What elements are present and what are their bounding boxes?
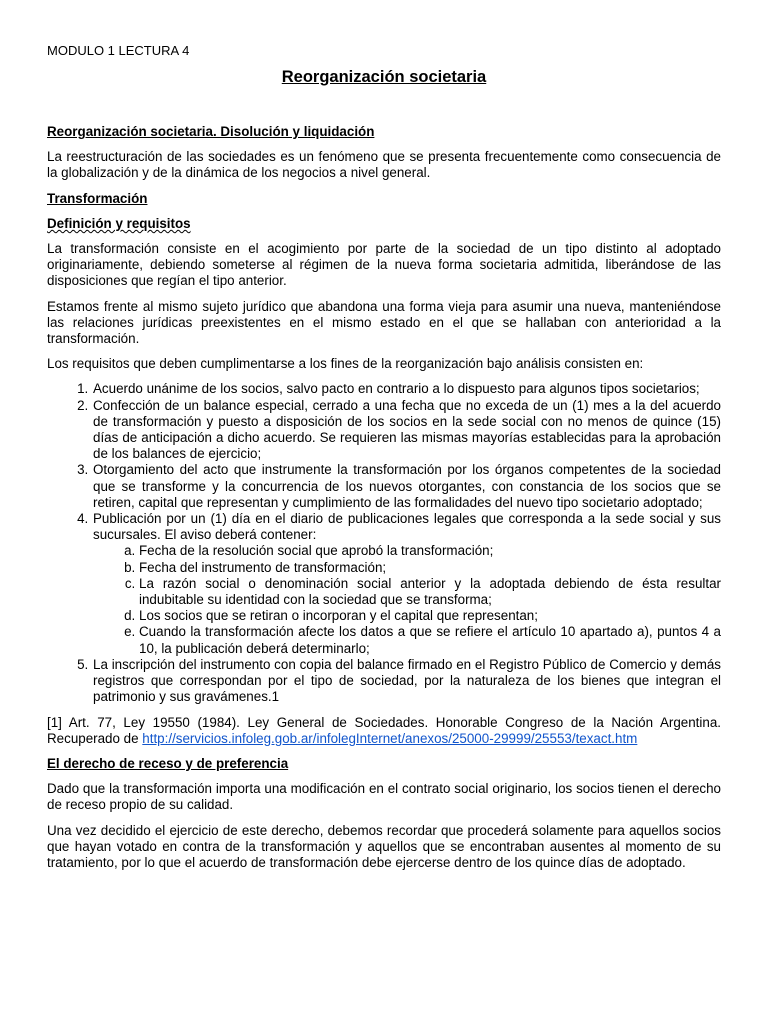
sublist-item: e. Cuando la transformación afecte los datos a que se refiere el artículo 10 apartado a), puntos 4 a 10, la publicación deberá determinarlo; <box>139 624 721 656</box>
intro-paragraph: La reestructuración de las sociedades es un fenómeno que se presenta frecuentemente como consecuencia de la globalización y de la dinámica de los negocios a nivel general. <box>47 149 721 181</box>
list-item: 3. Otorgamiento del acto que instrumente la transformación por los órganos competentes de la sociedad que se transforme y la concurrencia de los nuevos otorgantes, con constancia de los socios que se retiren, capital que representan y cumplimiento de las formalidades del nuevo tipo societario adoptado; <box>92 462 721 511</box>
document-body <box>47 124 721 880</box>
module-header: MODULO 1 LECTURA 4 <box>47 43 190 58</box>
list-item <box>92 511 721 657</box>
footnote-link[interactable]: http://servicios.infoleg.gob.ar/infolegInternet/anexos/25000-29999/25553/texact.htm <box>142 730 638 746</box>
section-heading-receso: El derecho de receso y de preferencia <box>47 755 289 771</box>
list-item: 2. Confección de un balance especial, cerrado a una fecha que no exceda de un (1) mes a la del acuerdo de transformación y puesto a disposición de los socios en la sede social con no menos de quince (15) días de anticipación a dicho acuerdo. Se requieren las mismas mayorías establecidas para la aprobación de los balances de ejercicio; <box>92 398 721 463</box>
list-item: 5. La inscripción del instrumento con copia del balance firmado en el Registro Público de Comercio y demás registros que correspondan por el tipo de sociedad, por la naturaleza de los bienes que integran el patrimonio y sus gravámenes.1 <box>92 657 721 706</box>
sublist-item: b. Fecha del instrumento de transformación; <box>139 560 721 576</box>
paragraph-definicion: La transformación consiste en el acogimiento por parte de la sociedad de un tipo distinto al adoptado originariamente, debiendo someterse al régimen de la nueva forma societaria admitida, liberándose de las disposiciones que regían el tipo anterior. <box>47 241 721 289</box>
page-title: Reorganización societaria <box>281 68 487 86</box>
paragraph-ejercicio: Una vez decidido el ejercicio de este derecho, debemos recordar que procederá solamente para aquellos socios que hayan votado en contra de la transformación y aquellos que se encontraban ausentes al momento de su tratamiento, por lo que el acuerdo de transformación debe ejercerse dentro de los quince días de adoptado. <box>47 822 721 870</box>
list-item: 1. Acuerdo unánime de los socios, salvo pacto en contrario a lo dispuesto para algunos tipos societarios; <box>92 381 721 397</box>
paragraph-requisitos-intro: Los requisitos que deben cumplimentarse a los fines de la reorganización bajo análisis consisten en: <box>47 356 644 372</box>
paragraph-receso: Dado que la transformación importa una modificación en el contrato social originario, los socios tienen el derecho de receso propio de su calidad. <box>47 781 721 813</box>
sublist-item: c. La razón social o denominación social anterior y la adoptada debiendo de ésta resultar indubitable su identidad con la sociedad que se transforma; <box>139 576 721 608</box>
sublist-item: d. Los socios que se retiran o incorporan y el capital que representan; <box>139 608 721 624</box>
section-heading-transformacion: Transformación <box>47 190 148 206</box>
footnote-text: [1] Art. 77, Ley 19550 (1984). Ley General de Sociedades. Honorable Congreso de la Nación Argentina. Recuperado de <box>47 714 721 746</box>
requisitos-list <box>47 381 721 705</box>
subheading-definicion: Definición y requisitos <box>47 215 191 231</box>
sublist-item: a. Fecha de la resolución social que aprobó la transformación; <box>139 543 721 559</box>
list-item-text: Publicación por un (1) día en el diario de publicaciones legales que corresponda a la sede social y sus sucursales. El aviso deberá contener: <box>93 511 721 543</box>
aviso-sublist <box>93 543 721 656</box>
paragraph-sujeto-juridico: Estamos frente al mismo sujeto jurídico que abandona una forma vieja para asumir una nueva, manteniéndose las relaciones jurídicas preexistentes en el mismo estado en el que se hallaban con anterioridad a la transformación. <box>47 298 721 347</box>
section-heading-reorganizacion: Reorganización societaria. Disolución y liquidación <box>47 124 375 139</box>
footnote <box>47 715 721 747</box>
